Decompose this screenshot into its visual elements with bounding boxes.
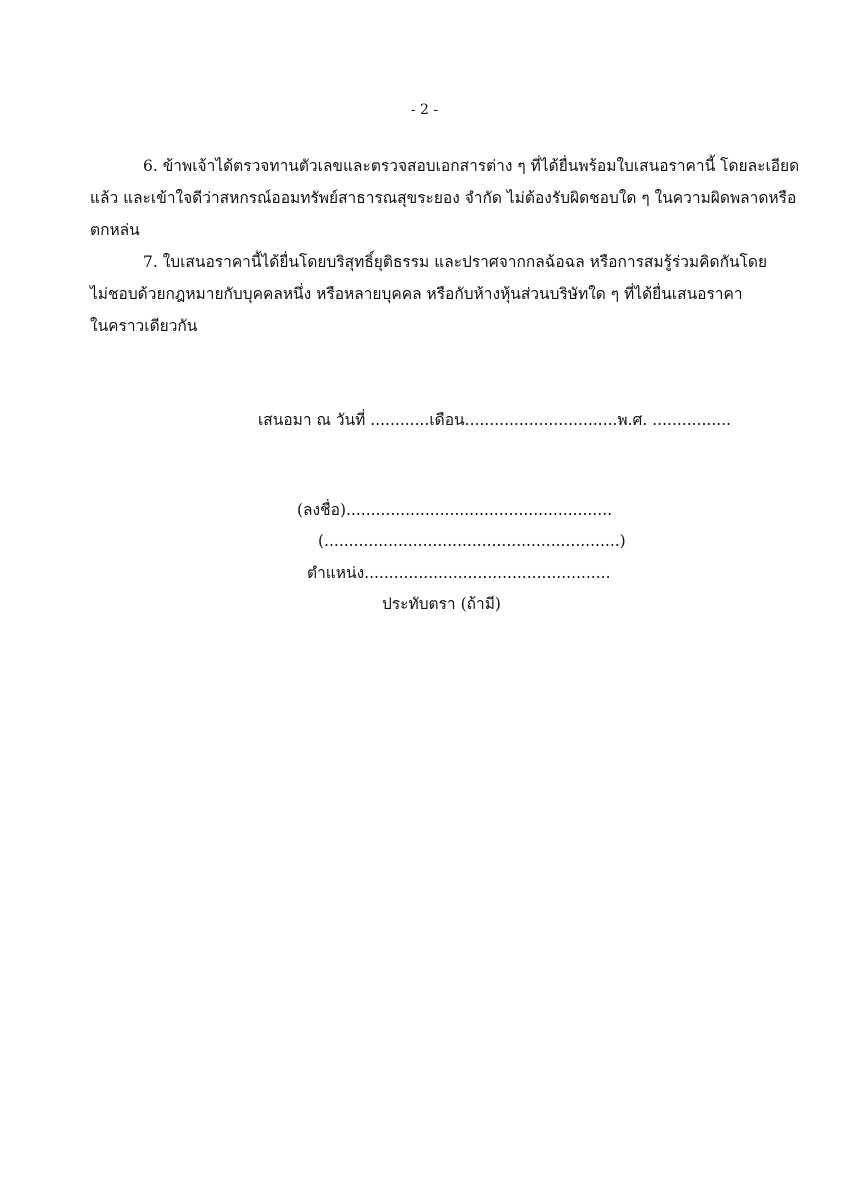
clause-6-line-2: แล้ว และเข้าใจดีว่าสหกรณ์ออมทรัพย์สาธารณสุขระยอง จำกัด ไม่ต้องรับผิดชอบใด ๆ ในความผิดพลาดหรือ [90, 189, 797, 207]
clause-7-line-1: 7. ใบเสนอราคานี้ได้ยื่นโดยบริสุทธิ์ยุติธรรม และปราศจากกลฉ้อฉล หรือการสมรู้ร่วมคิดกันโดย [143, 253, 768, 271]
signer-name-line: (............................................................) [318, 532, 626, 550]
date-line: เสนอมา ณ วันที่ ............เดือน...............................พ.ศ. ................ [258, 411, 732, 429]
position-line: ตำแหน่ง.................................................. [307, 564, 611, 582]
signature-line: (ลงชื่อ)...................................................... [297, 501, 613, 519]
seal-note: ประทับตรา (ถ้ามี) [382, 595, 501, 613]
clause-7-line-2: ไม่ชอบด้วยกฎหมายกับบุคคลหนึ่ง หรือหลายบุคคล หรือกับห้างหุ้นส่วนบริษัทใด ๆ ที่ได้ยื่นเสนอราคา [90, 285, 743, 303]
clause-6-line-1: 6. ข้าพเจ้าได้ตรวจทานตัวเลขและตรวจสอบเอกสารต่าง ๆ ที่ได้ยื่นพร้อมใบเสนอราคานี้ โดยละเอียด [143, 157, 800, 175]
clause-7-line-3: ในคราวเดียวกัน [90, 317, 198, 335]
page-number: - 2 - [410, 102, 439, 118]
clause-6-line-3: ตกหล่น [90, 221, 140, 239]
